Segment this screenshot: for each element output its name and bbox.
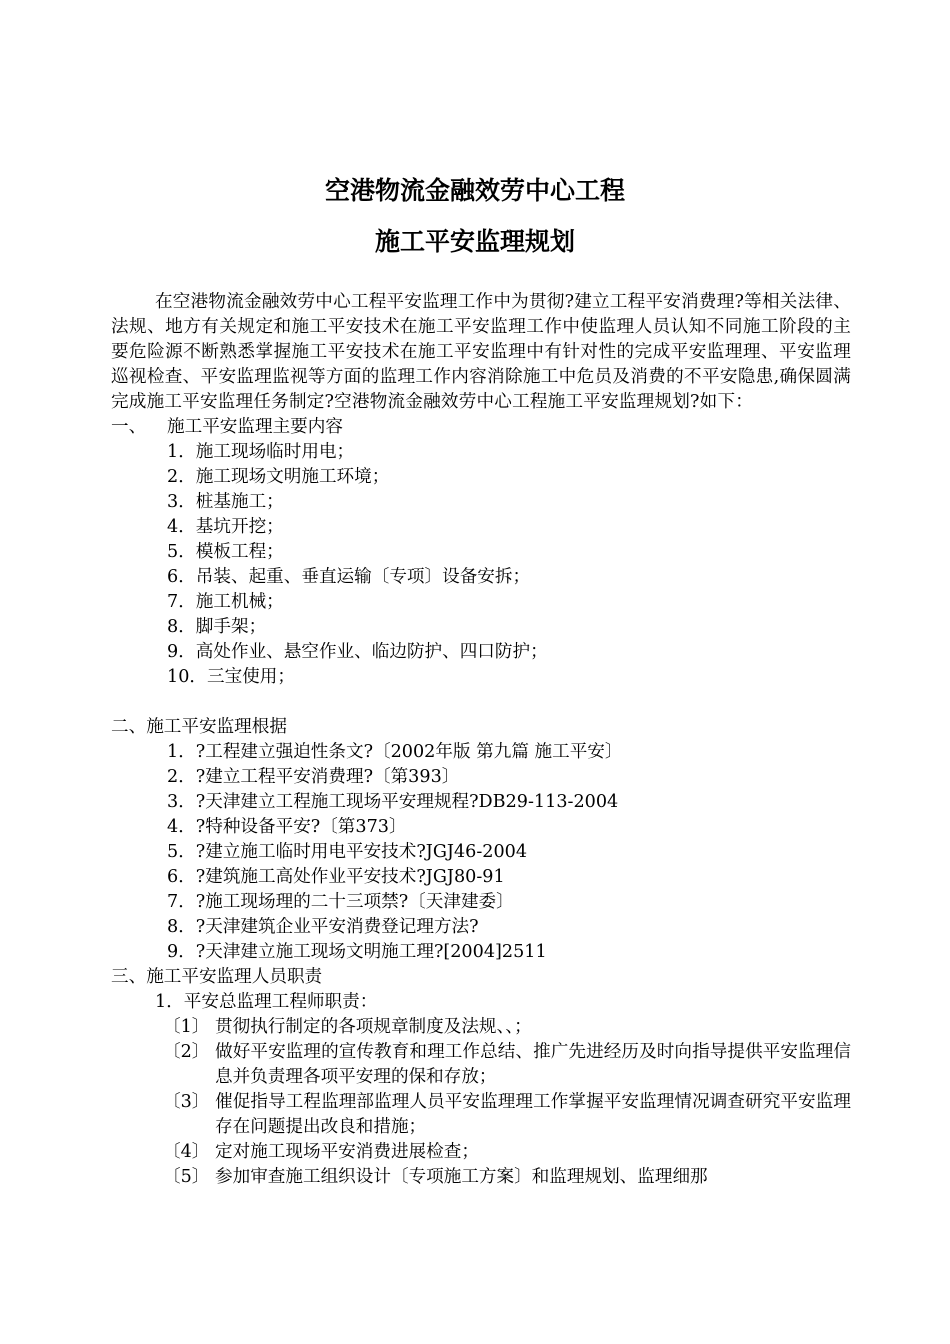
section-1-item: 4．基坑开挖； <box>167 517 284 537</box>
section-2-item: 5．?建立施工临时用电平安技术?JGJ46-2004 <box>167 842 528 862</box>
duty-item <box>163 1040 851 1090</box>
duty-item <box>163 1090 851 1140</box>
duty-number: 〔5〕 <box>163 1167 210 1187</box>
duty-text: 贯彻执行制定的各项规章制度及法规、、； <box>215 1017 532 1037</box>
section-2-item: 1．?工程建立强迫性条文?〔2002年版 第九篇 施工平安〕 <box>167 742 623 762</box>
document-body <box>111 290 851 1190</box>
document-title: 空港物流金融效劳中心工程 <box>324 176 625 205</box>
section-2-item: 8．?天津建筑企业平安消费登记理方法? <box>167 917 479 937</box>
section-1-item: 2．施工现场文明施工环境； <box>167 467 390 487</box>
section-2-item: 6．?建筑施工高处作业平安技术?JGJ80-91 <box>167 867 505 887</box>
section-2-item: 4．?特种设备平安?〔第373〕 <box>167 817 407 837</box>
section-1-item: 8．脚手架； <box>167 617 267 637</box>
section-1-heading <box>111 415 851 440</box>
section-1-item: 1．施工现场临时用电； <box>167 442 355 462</box>
section-1-item: 9．高处作业、悬空作业、临边防护、四口防护； <box>167 642 548 662</box>
intro-paragraph: 在空港物流金融效劳中心工程平安监理工作中为贯彻?建立工程平安消费理?等相关法律、法规、地方有关规定和施工平安技术在施工平安监理工作中使监理人员认知不同施工阶段的主要危险源不断熟悉掌握施工平安技术在施工平安监理中有针对性的完成平安监理理、平安监理巡视检查、平安监理监视等方面的监理工作内容消除施工中危员及消费的不平安隐患,确保圆满完成施工平安监理任务制定?空港物流金融效劳中心工程施工平安监理规划?如下： <box>111 292 851 412</box>
duty-list <box>111 1015 851 1190</box>
section-1-number: 一、 <box>111 417 147 437</box>
duty-text: 做好平安监理的宣传教育和理工作总结、推广先进经历及时向指导提供平安监理信息并负责理各项平安理的保和存放； <box>215 1042 851 1087</box>
duty-item <box>163 1165 851 1190</box>
section-2-item: 3．?天津建立工程施工现场平安理规程?DB29-113-2004 <box>167 792 619 812</box>
section-3-subheading: 1．平安总监理工程师职责： <box>155 992 378 1012</box>
section-2-item: 2．?建立工程平安消费理?〔第393〕 <box>167 767 460 787</box>
section-2-item: 9．?天津建立施工现场文明施工理?[2004]2511 <box>167 942 547 962</box>
duty-text: 定对施工现场平安消费进展检查； <box>215 1142 479 1162</box>
section-1-item: 7．施工机械； <box>167 592 284 612</box>
section-1-item: 3．桩基施工； <box>167 492 284 512</box>
section-2-item: 7．?施工现场理的二十三项禁?〔天津建委〕 <box>167 892 514 912</box>
section-1-item: 6．吊装、起重、垂直运输〔专项〕设备安拆； <box>167 567 531 587</box>
duty-number: 〔3〕 <box>163 1092 210 1112</box>
document-subtitle: 施工平安监理规划 <box>374 227 575 256</box>
duty-item <box>163 1140 851 1165</box>
blank-line <box>111 690 851 715</box>
section-1-item: 5．模板工程； <box>167 542 284 562</box>
duty-text: 参加审查施工组织设计〔专项施工方案〕和监理规划、监理细那 <box>215 1167 708 1187</box>
duty-text: 催促指导工程监理部监理人员平安监理理工作掌握平安监理情况调查研究平安监理存在问题提出改良和措施； <box>215 1092 851 1137</box>
section-1-item: 10．三宝使用； <box>167 667 295 687</box>
section-3-heading: 三、施工平安监理人员职责 <box>111 967 323 987</box>
duty-item <box>163 1015 851 1040</box>
duty-number: 〔1〕 <box>163 1017 210 1037</box>
duty-number: 〔4〕 <box>163 1142 210 1162</box>
section-2-heading: 二、施工平安监理根据 <box>111 717 287 737</box>
duty-number: 〔2〕 <box>163 1042 210 1062</box>
section-1-title: 施工平安监理主要内容 <box>167 417 343 437</box>
